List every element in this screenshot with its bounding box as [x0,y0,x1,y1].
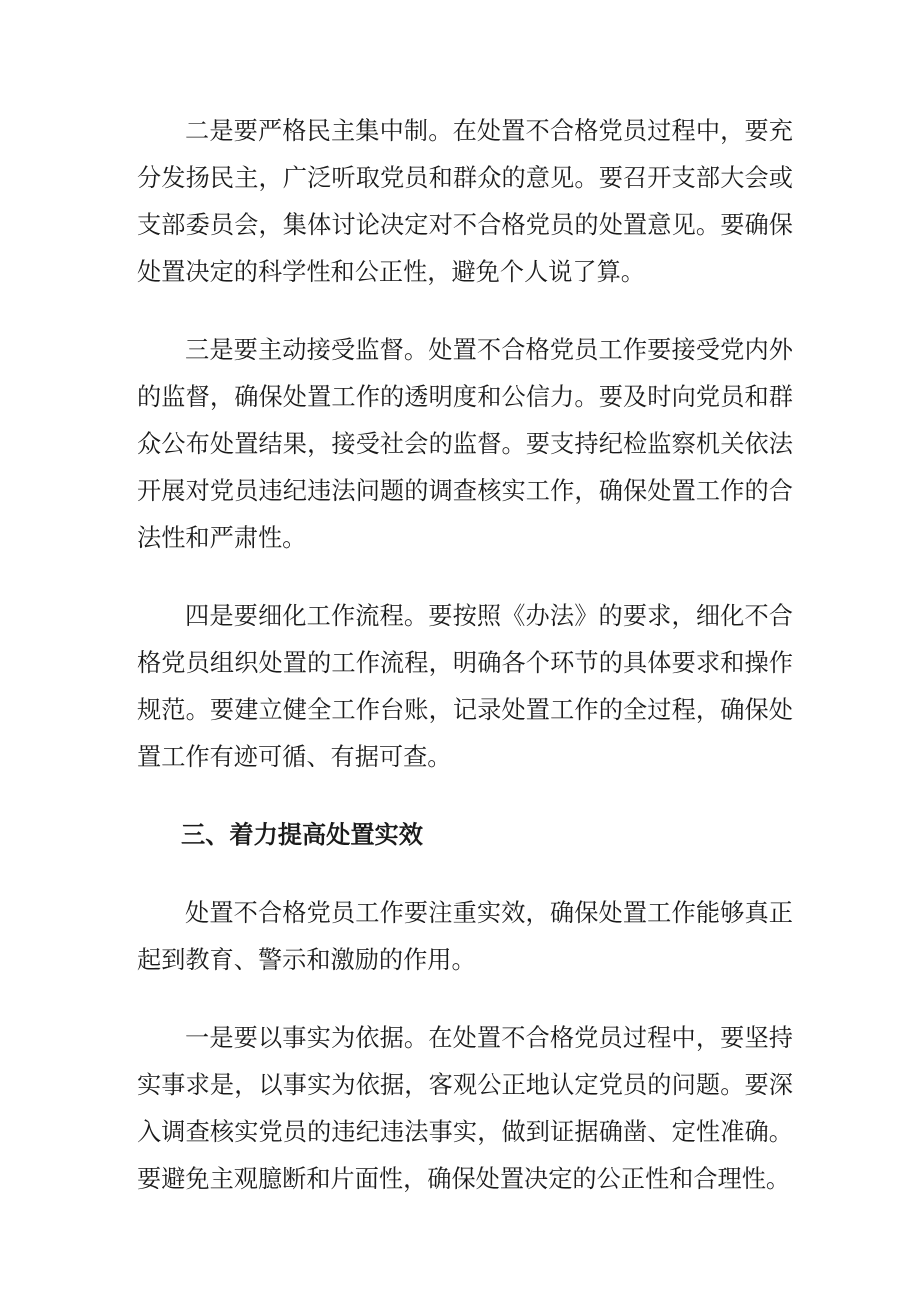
paragraph-fact-based: 一是要以事实为依据。在处置不合格党员过程中，要坚持实事求是，以事实为依据，客观公正地认定党员的问题。要深入调查核实党员的违纪违法事实，做到证据确凿、定性准确。要避免主观臆断和片面性，确保处置决定的公正性和合理性。 [137,1024,793,1193]
paragraph-section-intro: 处置不合格党员工作要注重实效，确保处置工作能够真正起到教育、警示和激励的作用。 [137,899,793,974]
paragraph-spacer [137,781,793,812]
section-heading-improve-effectiveness: 三、着力提高处置实效 [181,821,423,849]
paragraph-refine-workflow: 四是要细化工作流程。要按照《办法》的要求，细化不合格党员组织处置的工作流程，明确各个环节的具体要求和操作规范。要建立健全工作台账，记录处置工作的全过程，确保处置工作有迹可循、有据可查。 [137,602,793,771]
document-body [137,108,793,1203]
paragraph-spacer [137,296,793,327]
paragraph-accept-supervision: 三是要主动接受监督。处置不合格党员工作要接受党内外的监督，确保处置工作的透明度和公信力。要及时向党员和群众公布处置结果，接受社会的监督。要支持纪检监察机关依法开展对党员违纪违法问题的调查核实工作，确保处置工作的合法性和严肃性。 [137,336,793,552]
paragraph-spacer [137,562,793,593]
paragraph-democratic-centralism: 二是要严格民主集中制。在处置不合格党员过程中，要充分发扬民主，广泛听取党员和群众的意见。要召开支部大会或支部委员会，集体讨论决定对不合格党员的处置意见。要确保处置决定的科学性和公正性，避免个人说了算。 [137,117,793,286]
paragraph-spacer [137,859,793,890]
paragraph-spacer [137,984,793,1015]
